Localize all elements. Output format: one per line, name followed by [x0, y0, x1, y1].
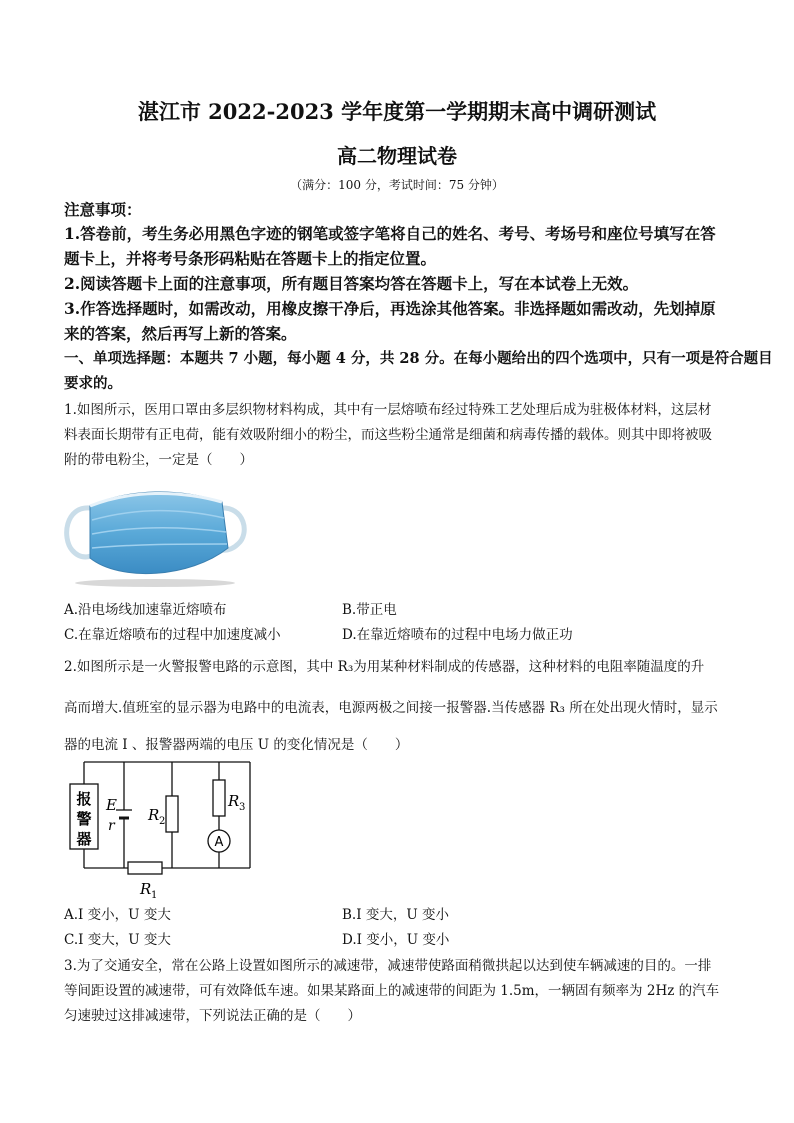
r3-subscript: 3 [239, 802, 246, 813]
notice-item1-line2: 题卡上，并将考号条形码粘贴在答题卡上的指定位置。 [64, 249, 437, 268]
q2-option-b: B.I 变大，U 变小 [342, 907, 450, 923]
r3-label: R [228, 792, 240, 810]
section1-line2: 要求的。 [64, 375, 122, 392]
notice-heading: 注意事项： [64, 200, 142, 219]
alarm-label-char3: 器 [76, 830, 92, 848]
exam-title: 湛江市 2022-2023 学年度第一学期期末高中调研测试 [137, 99, 657, 124]
exam-meta: （满分：100 分，考试时间：75 分钟） [290, 178, 504, 192]
q3-line2: 等间距设置的减速带，可有效降低车速。如果某路面上的减速带的间距为 1.5m，一辆固有频率为 2Hz 的汽车 [64, 983, 720, 999]
exam-subtitle: 高二物理试卷 [337, 144, 457, 168]
q2-line3: 器的电流 I 、报警器两端的电压 U 的变化情况是（ ） [64, 737, 409, 753]
notice-item3-line2: 来的答案，然后再写上新的答案。 [64, 324, 297, 343]
internal-resistance-label: r [108, 818, 115, 834]
notice-item2: 2.阅读答题卡上面的注意事项，所有题目答案均答在答题卡上，写在本试卷上无效。 [64, 274, 639, 293]
alarm-label-char1: 报 [76, 790, 92, 808]
alarm-circuit-diagram [64, 754, 264, 900]
r1-subscript: 1 [151, 890, 158, 900]
r1-label: R [140, 880, 152, 898]
face-mask-image [60, 478, 250, 588]
q1-option-d: D.在靠近熔喷布的过程中电场力做正功 [342, 627, 573, 643]
q1-option-b: B.带正电 [342, 602, 397, 618]
ammeter-label: A [214, 835, 224, 850]
q1-line1: 1.如图所示，医用口罩由多层织物材料构成，其中有一层熔喷布经过特殊工艺处理后成为驻极体材料，这层材 [64, 402, 712, 418]
alarm-label-char2: 警 [76, 810, 92, 828]
q2-line1: 2.如图所示是一火警报警电路的示意图，其中 R₃为用某种材料制成的传感器，这种材料的电阻率随温度的升 [64, 659, 705, 675]
notice-item3-line1: 3.作答选择题时，如需改动，用橡皮擦干净后，再选涂其他答案。非选择题如需改动，先划掉原 [64, 299, 716, 318]
q2-option-a: A.I 变小，U 变大 [64, 907, 171, 923]
q1-option-a: A.沿电场线加速靠近熔喷布 [64, 602, 227, 618]
q1-option-c: C.在靠近熔喷布的过程中加速度减小 [64, 627, 281, 643]
r2-subscript: 2 [159, 816, 166, 827]
q3-line3: 匀速驶过这排减速带，下列说法正确的是（ ） [64, 1008, 361, 1024]
section1-line1: 一、单项选择题：本题共 7 小题，每小题 4 分，共 28 分。在每小题给出的四个选项中，只有一项是符合题目 [64, 350, 773, 367]
q1-line3: 附的带电粉尘，一定是（ ） [64, 452, 253, 468]
q1-line2: 料表面长期带有正电荷，能有效吸附细小的粉尘，而这些粉尘通常是细菌和病毒传播的载体。则其中即将被吸 [64, 427, 712, 443]
emf-label: E [106, 796, 117, 814]
q2-option-d: D.I 变小，U 变小 [342, 932, 450, 948]
notice-item1-line1: 1.答卷前，考生务必用黑色字迹的钢笔或签字笔将自己的姓名、考号、考场号和座位号填写在答 [64, 224, 716, 243]
r2-label: R [148, 806, 160, 824]
q2-line2: 高而增大.值班室的显示器为电路中的电流表，电源两极之间接一报警器.当传感器 R₃ 所在处出现火情时，显示 [64, 700, 718, 716]
q2-option-c: C.I 变大，U 变大 [64, 932, 171, 948]
q3-line1: 3.为了交通安全，常在公路上设置如图所示的减速带，减速带使路面稍微拱起以达到使车辆减速的目的。一排 [64, 958, 712, 974]
